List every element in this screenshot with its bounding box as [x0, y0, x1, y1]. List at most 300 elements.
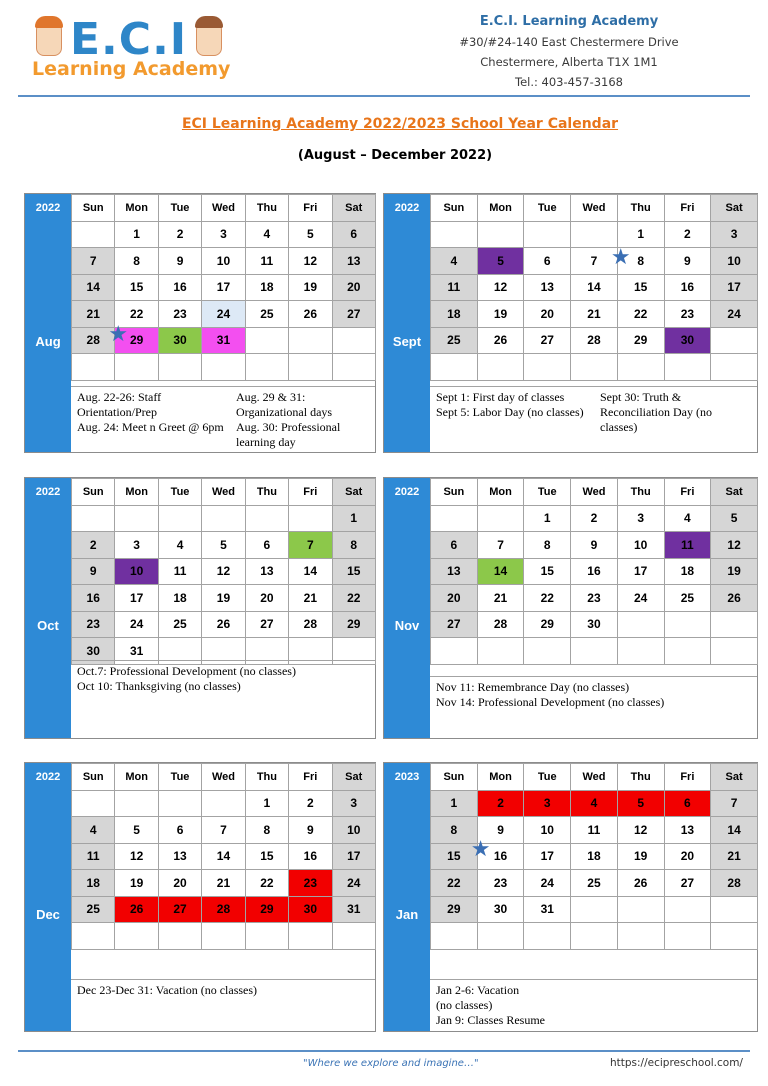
day-cell: 2	[664, 221, 711, 248]
day-cell: 2	[571, 505, 618, 532]
day-cell	[617, 896, 664, 923]
day-cell: 8	[115, 248, 158, 275]
day-cell: 21	[711, 843, 758, 870]
day-cell: 11	[431, 274, 478, 301]
day-cell: 1	[115, 221, 158, 248]
weekday-header: Tue	[524, 195, 571, 222]
day-cell	[332, 327, 375, 354]
day-cell: 2	[289, 790, 332, 817]
day-cell	[72, 923, 115, 950]
day-cell: 12	[477, 274, 524, 301]
month-name-label: Dec	[36, 907, 60, 922]
day-cell: 21	[571, 301, 618, 328]
month-notes	[71, 979, 375, 1031]
week-row	[431, 790, 758, 817]
day-cell: 27	[524, 327, 571, 354]
weekday-header: Wed	[202, 764, 245, 791]
day-cell: 20	[245, 585, 288, 612]
day-cell: 14	[289, 558, 332, 585]
footer-motto: "Where we explore and imagine…"	[303, 1058, 479, 1069]
day-cell	[245, 923, 288, 950]
day-cell: 26	[202, 611, 245, 638]
weekday-header: Sat	[711, 764, 758, 791]
day-cell: 9	[571, 532, 618, 559]
month-side-bar	[384, 763, 430, 1031]
week-row	[72, 327, 376, 354]
day-cell: 13	[524, 274, 571, 301]
weekday-header: Tue	[158, 764, 201, 791]
day-cell: 29	[524, 611, 571, 638]
weekday-header: Wed	[571, 479, 618, 506]
weekday-header: Thu	[245, 764, 288, 791]
weekday-header: Tue	[158, 195, 201, 222]
month-calendar-5	[383, 762, 758, 1032]
month-name-label: Nov	[394, 618, 420, 633]
day-cell: 10	[617, 532, 664, 559]
week-row	[72, 870, 376, 897]
day-cell: 22	[115, 301, 158, 328]
weekday-header: Sat	[711, 479, 758, 506]
day-cell: 16	[664, 274, 711, 301]
day-cell: 7	[571, 248, 618, 275]
day-cell: 23	[477, 870, 524, 897]
day-cell: 21	[202, 870, 245, 897]
month-side-bar	[384, 478, 430, 738]
star-icon: ★	[108, 321, 129, 346]
weekday-header: Tue	[524, 479, 571, 506]
day-cell: 16	[72, 585, 115, 612]
page-title: ECI Learning Academy 2022/2023 School Year Calendar	[181, 116, 619, 132]
day-cell: 27	[245, 611, 288, 638]
day-cell: 17	[711, 274, 758, 301]
day-cell: 3	[711, 221, 758, 248]
weekday-header: Sun	[431, 479, 478, 506]
day-cell: 4	[571, 790, 618, 817]
day-cell: 10	[202, 248, 245, 275]
month-notes	[430, 676, 757, 738]
day-cell: 21	[289, 585, 332, 612]
day-cell: 6	[431, 532, 478, 559]
day-cell: 4	[158, 532, 201, 559]
day-cell: 24	[524, 870, 571, 897]
note-line: Dec 23-Dec 31: Vacation (no classes)	[77, 983, 258, 997]
day-cell: 13	[431, 558, 478, 585]
day-cell	[431, 354, 478, 381]
week-row	[431, 896, 758, 923]
day-cell: 9	[289, 817, 332, 844]
day-cell: 28	[72, 327, 115, 354]
day-cell	[571, 923, 618, 950]
day-cell: 9	[664, 248, 711, 275]
week-row	[431, 638, 758, 665]
day-cell: 17	[332, 843, 375, 870]
day-cell: 17	[524, 843, 571, 870]
day-cell	[664, 638, 711, 665]
day-cell	[431, 923, 478, 950]
day-cell: 18	[431, 301, 478, 328]
school-contact-block	[444, 14, 694, 95]
month-name-label: Oct	[37, 618, 59, 633]
month-day-table	[71, 194, 376, 381]
day-cell: 6	[158, 817, 201, 844]
star-icon: ★	[610, 244, 631, 269]
month-notes	[430, 386, 757, 452]
week-row	[72, 301, 376, 328]
day-cell: 14	[202, 843, 245, 870]
week-row	[431, 505, 758, 532]
note-line: Nov 11: Remembrance Day (no classes)	[436, 680, 630, 694]
day-cell	[245, 327, 288, 354]
weekday-header: Fri	[289, 195, 332, 222]
day-cell	[711, 896, 758, 923]
month-day-table	[430, 194, 758, 381]
day-cell: 2	[158, 221, 201, 248]
month-calendar-0	[24, 193, 376, 453]
day-cell: 30	[664, 327, 711, 354]
week-row	[72, 611, 376, 638]
day-cell: 10	[711, 248, 758, 275]
day-cell: 5	[477, 248, 524, 275]
day-cell	[202, 923, 245, 950]
week-row	[72, 843, 376, 870]
day-cell	[332, 923, 375, 950]
day-cell: 31	[332, 896, 375, 923]
day-cell: 6	[524, 248, 571, 275]
week-row	[72, 248, 376, 275]
week-row	[72, 923, 376, 950]
week-row	[72, 790, 376, 817]
note-line: Nov 14: Professional Development (no classes)	[436, 695, 665, 709]
day-cell: 23	[571, 585, 618, 612]
day-cell: 15	[431, 843, 478, 870]
day-cell: 19	[617, 843, 664, 870]
weekday-header: Sat	[332, 764, 375, 791]
day-cell: 5	[617, 790, 664, 817]
day-cell: 19	[711, 558, 758, 585]
day-cell: 30	[158, 327, 201, 354]
weekday-header: Mon	[115, 764, 158, 791]
day-cell: 14	[72, 274, 115, 301]
note-line: (no classes)	[436, 998, 493, 1012]
week-row	[72, 221, 376, 248]
day-cell: 5	[115, 817, 158, 844]
day-cell: 28	[711, 870, 758, 897]
day-cell: 30	[72, 638, 115, 665]
weekday-header: Thu	[617, 195, 664, 222]
day-cell: 27	[158, 896, 201, 923]
day-cell: 26	[115, 896, 158, 923]
day-cell: 30	[289, 896, 332, 923]
day-cell: 29	[431, 896, 478, 923]
day-cell: 18	[571, 843, 618, 870]
weekday-header: Mon	[477, 764, 524, 791]
weekday-header: Mon	[477, 479, 524, 506]
child-face-icon	[36, 18, 62, 56]
day-cell: 23	[158, 301, 201, 328]
note-line: Jan 2-6: Vacation	[436, 983, 520, 997]
star-icon: ★	[470, 836, 491, 861]
note-line: Jan 9: Classes Resume	[436, 1013, 545, 1027]
day-cell: 24	[202, 301, 245, 328]
day-cell: 27	[664, 870, 711, 897]
note-line: Aug. 22-26: Staff Orientation/Prep	[77, 390, 162, 419]
month-notes	[71, 386, 375, 452]
day-cell: 28	[202, 896, 245, 923]
day-cell: 16	[477, 843, 524, 870]
day-cell: 26	[289, 301, 332, 328]
month-side-bar	[25, 478, 71, 738]
note-line: Sept 30: Truth & Reconciliation Day (no classes)	[600, 390, 712, 434]
day-cell: 25	[431, 327, 478, 354]
day-cell	[524, 221, 571, 248]
day-cell: 17	[202, 274, 245, 301]
school-address-line1: #30/#24-140 East Chestermere Drive	[459, 35, 679, 49]
day-cell: 30	[571, 611, 618, 638]
weekday-header: Fri	[664, 479, 711, 506]
day-cell: 16	[289, 843, 332, 870]
day-cell: 7	[202, 817, 245, 844]
weekday-header: Thu	[617, 764, 664, 791]
day-cell: 20	[524, 301, 571, 328]
day-cell	[245, 354, 288, 381]
day-cell	[664, 896, 711, 923]
day-cell: 18	[245, 274, 288, 301]
weekday-header: Tue	[524, 764, 571, 791]
day-cell: 13	[245, 558, 288, 585]
weekday-header: Sat	[711, 195, 758, 222]
day-cell	[289, 923, 332, 950]
day-cell: 12	[289, 248, 332, 275]
day-cell: 8	[524, 532, 571, 559]
month-notes	[71, 660, 375, 738]
day-cell: 18	[72, 870, 115, 897]
day-cell	[72, 354, 115, 381]
day-cell: 24	[115, 611, 158, 638]
day-cell: 29	[332, 611, 375, 638]
day-cell: 4	[245, 221, 288, 248]
day-cell	[711, 611, 758, 638]
notes-left-column	[77, 390, 228, 435]
week-row	[72, 896, 376, 923]
day-cell: 28	[571, 327, 618, 354]
day-cell: 9	[477, 817, 524, 844]
day-cell: 24	[711, 301, 758, 328]
day-cell	[115, 923, 158, 950]
month-year-label: 2023	[394, 771, 420, 783]
day-cell	[711, 923, 758, 950]
day-cell: 9	[72, 558, 115, 585]
day-cell: 1	[617, 221, 664, 248]
day-cell: 25	[72, 896, 115, 923]
day-cell	[664, 923, 711, 950]
day-cell: 7	[72, 248, 115, 275]
week-row	[72, 274, 376, 301]
day-cell: 20	[431, 585, 478, 612]
day-cell	[158, 354, 201, 381]
day-cell	[664, 611, 711, 638]
month-calendar-4	[24, 762, 376, 1032]
day-cell	[72, 505, 115, 532]
day-cell: 2	[72, 532, 115, 559]
day-cell: 19	[289, 274, 332, 301]
day-cell: 10	[524, 817, 571, 844]
day-cell: 11	[664, 532, 711, 559]
day-cell: 3	[332, 790, 375, 817]
footer-website-link[interactable]: https://ecipreschool.com/	[610, 1057, 743, 1069]
day-cell: 3	[202, 221, 245, 248]
day-cell	[289, 327, 332, 354]
day-cell: 16	[571, 558, 618, 585]
week-row	[431, 923, 758, 950]
day-cell: 25	[158, 611, 201, 638]
month-calendar-1	[383, 193, 758, 453]
month-name-label: Aug	[35, 334, 61, 349]
month-year-label: 2022	[35, 202, 61, 214]
day-cell: 17	[115, 585, 158, 612]
day-cell	[431, 505, 478, 532]
month-side-bar	[25, 763, 71, 1031]
day-cell: 21	[72, 301, 115, 328]
day-cell	[115, 505, 158, 532]
logo-eci-text: E.C.I	[70, 14, 188, 65]
week-row	[72, 532, 376, 559]
day-cell: 22	[245, 870, 288, 897]
day-cell	[431, 221, 478, 248]
day-cell: 5	[711, 505, 758, 532]
day-cell	[711, 638, 758, 665]
weekday-header: Sun	[431, 195, 478, 222]
day-cell: 25	[664, 585, 711, 612]
day-cell	[202, 505, 245, 532]
day-cell: 19	[202, 585, 245, 612]
day-cell: 6	[245, 532, 288, 559]
day-cell: 8	[431, 817, 478, 844]
day-cell	[158, 790, 201, 817]
weekday-header: Thu	[617, 479, 664, 506]
day-cell	[571, 638, 618, 665]
day-cell: 3	[115, 532, 158, 559]
day-cell: 12	[202, 558, 245, 585]
day-cell	[158, 923, 201, 950]
month-day-table	[71, 763, 376, 950]
day-cell: 2	[477, 790, 524, 817]
day-cell	[524, 638, 571, 665]
day-cell	[477, 923, 524, 950]
day-cell: 20	[664, 843, 711, 870]
day-cell	[115, 790, 158, 817]
school-logo	[30, 12, 230, 82]
week-row	[431, 354, 758, 381]
day-cell: 12	[115, 843, 158, 870]
day-cell: 25	[571, 870, 618, 897]
footer-divider	[18, 1050, 750, 1052]
note-line: Aug. 29 & 31: Organizational days	[236, 390, 333, 419]
day-cell: 13	[664, 817, 711, 844]
day-cell: 4	[664, 505, 711, 532]
notes-left-column	[77, 664, 369, 694]
weekday-header: Sun	[72, 479, 115, 506]
weekday-header: Fri	[289, 479, 332, 506]
day-cell: 1	[431, 790, 478, 817]
weekday-header: Mon	[477, 195, 524, 222]
week-row	[72, 817, 376, 844]
day-cell: 14	[571, 274, 618, 301]
month-year-label: 2022	[394, 486, 420, 498]
day-cell: 26	[617, 870, 664, 897]
notes-right-column	[236, 390, 369, 450]
school-name: E.C.I. Learning Academy	[479, 14, 659, 29]
weekday-header: Sun	[72, 764, 115, 791]
day-cell: 6	[332, 221, 375, 248]
weekday-header: Wed	[202, 195, 245, 222]
day-cell: 7	[289, 532, 332, 559]
school-phone: Tel.: 403-457-3168	[515, 75, 623, 89]
note-line: Aug. 30: Professional learning day	[236, 420, 341, 449]
day-cell	[72, 221, 115, 248]
month-year-label: 2022	[35, 771, 61, 783]
day-cell: 23	[289, 870, 332, 897]
day-cell: 31	[115, 638, 158, 665]
day-cell: 29	[115, 327, 158, 354]
day-cell: 29	[617, 327, 664, 354]
day-cell: 14	[477, 558, 524, 585]
note-line: Sept 1: First day of classes	[436, 390, 565, 404]
day-cell	[617, 638, 664, 665]
day-cell: 11	[571, 817, 618, 844]
day-cell	[571, 221, 618, 248]
day-cell: 4	[72, 817, 115, 844]
note-line: Sept 5: Labor Day (no classes)	[436, 405, 584, 419]
day-cell	[245, 505, 288, 532]
week-row	[431, 843, 758, 870]
month-notes	[430, 979, 757, 1031]
day-cell: 28	[289, 611, 332, 638]
day-cell	[431, 638, 478, 665]
week-row	[431, 274, 758, 301]
month-calendar-2	[24, 477, 376, 739]
day-cell: 15	[524, 558, 571, 585]
day-cell	[477, 221, 524, 248]
day-cell	[202, 790, 245, 817]
day-cell: 27	[332, 301, 375, 328]
day-cell	[617, 611, 664, 638]
weekday-header: Wed	[202, 479, 245, 506]
notes-right-column	[600, 390, 751, 435]
note-line: Oct.7: Professional Development (no classes)	[77, 664, 296, 678]
day-cell: 19	[115, 870, 158, 897]
day-cell	[617, 923, 664, 950]
day-cell: 23	[72, 611, 115, 638]
weekday-header: Sun	[431, 764, 478, 791]
day-cell: 24	[617, 585, 664, 612]
week-row	[72, 354, 376, 381]
day-cell	[711, 327, 758, 354]
weekday-header: Fri	[289, 764, 332, 791]
header-divider	[18, 95, 750, 97]
day-cell	[617, 354, 664, 381]
week-row	[431, 248, 758, 275]
day-cell: 9	[158, 248, 201, 275]
weekday-header: Wed	[571, 764, 618, 791]
day-cell: 1	[524, 505, 571, 532]
day-cell: 3	[617, 505, 664, 532]
month-day-table	[430, 763, 758, 950]
month-name-label: Jan	[395, 907, 419, 922]
notes-left-column	[436, 390, 592, 420]
week-row	[431, 221, 758, 248]
notes-left-column	[436, 983, 751, 1028]
week-row	[431, 585, 758, 612]
